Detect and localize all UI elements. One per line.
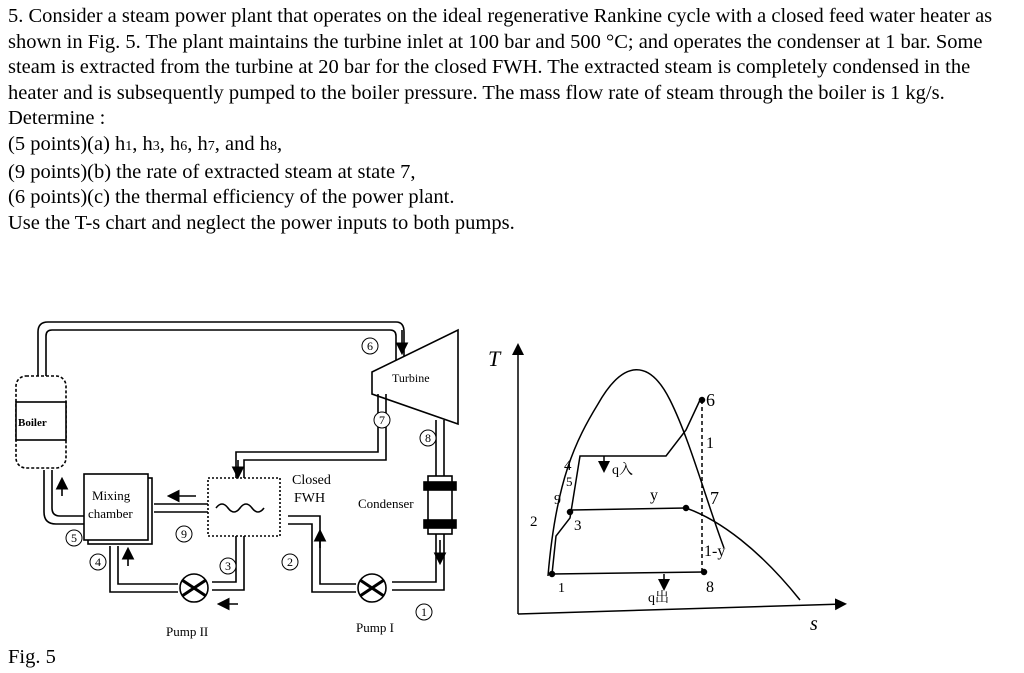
q-out-label: q出 (648, 591, 669, 606)
state-5-label (66, 530, 82, 546)
ts-point-8: 8 (706, 579, 714, 596)
mixing-label-1: Mixing (92, 488, 131, 503)
svg-text:1: 1 (421, 605, 427, 619)
ts-point-7: 7 (710, 488, 719, 508)
y-label: y (650, 487, 658, 504)
state-6-label (362, 338, 378, 354)
part-a: (5 points)(a) h1, h3, h6, h7, and h8, (8, 132, 283, 155)
pump-2-label: Pump II (166, 624, 209, 639)
ts-point-3: 3 (574, 518, 582, 534)
q-in-label: q入 (612, 463, 633, 478)
ts-point-6: 6 (706, 390, 715, 410)
s-axis (518, 604, 844, 614)
schematic (16, 322, 458, 604)
ts-point-1: 1 (558, 581, 565, 596)
figure-caption: Fig. 5 (8, 646, 56, 668)
state-9-label (176, 526, 192, 542)
problem-intro: 5. Consider a steam power plant that operates on the ideal regenerative Rankine cycle with a closed feed water heater as shown in Fig. 5. The plant maintains the turbine inlet at 100 bar and 500 °C; and operates the condenser at 1 bar. Some steam is extracted from the turbine at 20 bar for the closed FWH. The extracted steam is completely condensed in the heater and is subsequently pumped to the boiler pressure. The mass flow rate of steam through the boiler is 1 kg/s. (8, 5, 993, 104)
state-8-label (420, 430, 436, 446)
svg-text:5: 5 (71, 531, 77, 545)
pump-1 (358, 574, 386, 602)
high-pressure-line (552, 400, 700, 574)
svg-text:8: 8 (425, 431, 431, 445)
ts-point-4: 4 (564, 458, 572, 474)
state-1-label (416, 604, 432, 620)
pump-1-label: Pump I (356, 620, 394, 635)
mixing-label-2: chamber (88, 506, 133, 521)
condenser-label: Condenser (358, 496, 414, 511)
condenser-line (552, 572, 704, 574)
condenser (424, 476, 456, 534)
svg-text:4: 4 (95, 555, 101, 569)
fwh-label-1: Closed (292, 473, 331, 488)
ts-point-5: 5 (566, 474, 573, 489)
ts-labels (488, 346, 818, 635)
svg-text:9: 9 (181, 527, 187, 541)
svg-text:3: 3 (225, 559, 231, 573)
closed-fwh (208, 478, 280, 536)
stage-one-mark: 1 (706, 435, 714, 452)
state-2-label (282, 554, 298, 570)
one-minus-y-label: 1-y (704, 543, 726, 560)
fwh-label-2: FWH (294, 491, 326, 506)
ts-point-2: 2 (530, 514, 538, 530)
part-c: (6 points)(c) the thermal efficiency of the power plant. (8, 186, 455, 209)
s-axis-label: s (810, 613, 818, 635)
saturation-dome (548, 370, 724, 576)
extraction-line (572, 508, 686, 510)
svg-text:2: 2 (287, 555, 293, 569)
state-3-label (220, 558, 236, 574)
svg-text:7: 7 (379, 413, 385, 427)
turbine-label: Turbine (392, 371, 430, 385)
svg-text:6: 6 (367, 339, 373, 353)
instruction: Use the T-s chart and neglect the power inputs to both pumps. (8, 211, 515, 234)
determine-label: Determine : (8, 107, 106, 130)
ts-point-9: 9 (554, 493, 561, 508)
state-7-label (374, 412, 390, 428)
part-b: (9 points)(b) the rate of extracted steam at state 7, (8, 160, 416, 183)
pump-2 (180, 574, 208, 602)
t-axis-label: T (488, 346, 501, 371)
boiler-label: Boiler (18, 417, 47, 429)
state-4-label (90, 554, 106, 570)
